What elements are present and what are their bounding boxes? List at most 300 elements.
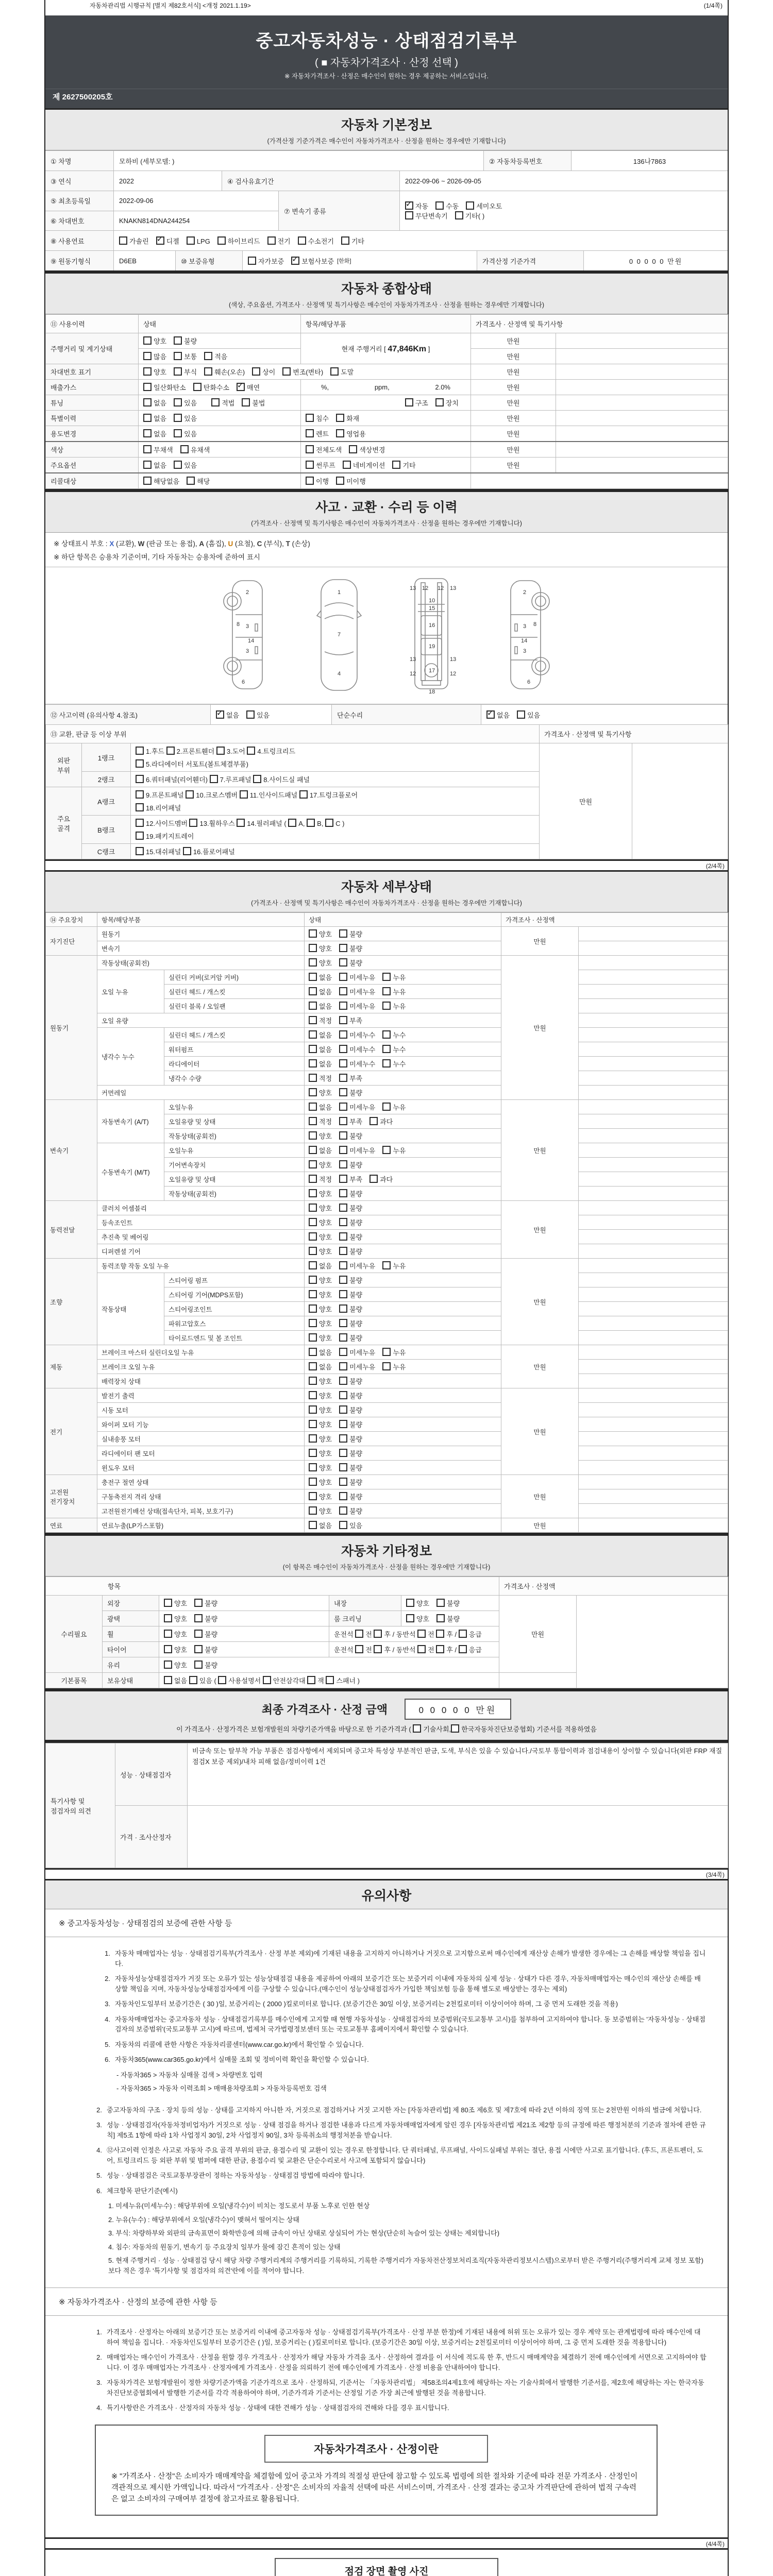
item-label: 오일 유량 [97, 1013, 305, 1028]
section-title: 자동차 세부상태 [341, 880, 432, 894]
check-option: 전기 [267, 236, 291, 246]
svg-text:2: 2 [246, 589, 249, 596]
check-option: 없음 [309, 1104, 332, 1111]
remark-cell [579, 1143, 728, 1158]
checkbox-icon [252, 367, 260, 376]
checkbox-icon [174, 367, 182, 376]
notice-header-a: ※ 중고자동차성능 · 상태점검의 보증에 관한 사항 등 [45, 1909, 728, 1937]
checkbox-icon [216, 747, 225, 755]
state-options [305, 1057, 501, 1071]
notice-item: 5. 성능 · 상태점검은 국토교통부장관이 정하는 자동차성능 · 상태점검 방법에 따라야 합니다. [96, 2172, 365, 2179]
notice-subitem: - 자동차365 > 자동차 실매물 검색 > 차량번호 입력 [116, 2071, 263, 2079]
svg-text:4: 4 [338, 671, 341, 677]
field-label: ⑩ 보증유형 [175, 251, 242, 270]
checkbox-icon [309, 1449, 317, 1457]
price-cell: 만원 [501, 1345, 579, 1388]
checkbox-icon [174, 461, 182, 469]
check-option: ✓자동 [405, 202, 428, 210]
notice-item: 2. 중고자동차의 구조 · 장치 등의 성능 · 상태를 고지하지 아니한 자, 거짓으로 점검하거나 거짓 고지한 자는 [자동차관리법] 제 80조 제6호 및 제7호에 따라 2년 이하의 징역 또는 2천만원 이하의 벌금에 처합니다. [96, 2106, 702, 2114]
table-row: 주행거리 및 계기상태 양호 불량 현재 주행거리 [ 47,846Km ] 만원 [46, 333, 728, 349]
checkbox-icon [309, 1333, 317, 1342]
checkbox-icon [309, 958, 317, 967]
checkbox-icon [339, 1059, 347, 1067]
notice-item: 2. 자동차성능상태점검자가 거짓 또는 오류가 있는 성능상태점검 내용을 제공하여 아래의 보증기간 또는 보증거리 이내에 자동차의 실제 성능 · 상태가 다른 경우, 자동차매매업자는 매수인의 재산상 손해를 배상할 책임을 지며, 자동차성능상태점검자에게 이를 구상할 수 있습니다.(매수인이 성능상태점검자가 가입한 책임보험 등을 통해 별도로 배상받는 경우는 제외) [105, 1975, 701, 1993]
svg-text:17: 17 [429, 668, 435, 674]
detail-row [46, 927, 728, 941]
checkbox-icon [309, 1405, 317, 1414]
check-option: 영업용 [336, 430, 366, 438]
check-option: 불법 [242, 399, 265, 407]
remark-cell [579, 1244, 728, 1259]
item-label: 와이퍼 모터 기능 [97, 1417, 305, 1432]
svg-text:1: 1 [338, 589, 341, 596]
item-label: 오일누유 [164, 1143, 305, 1158]
remark-cell [579, 1187, 728, 1201]
checkbox-icon [355, 1630, 363, 1638]
checked-checkbox-icon [291, 257, 299, 265]
check-option: 불량 [339, 1320, 362, 1328]
check-option: 양호 [309, 1089, 332, 1097]
item-label: 타이로드엔드 및 볼 조인트 [164, 1331, 305, 1345]
notice-subitem: 1. 미세누유(미세누수) : 해당부위에 오일(냉각수)이 비치는 정도로서 부품 노후로 인한 현상 [108, 2202, 370, 2210]
notice-item: 4. 특기사항란은 가격조사 · 산정자의 자동차 성능 · 상태에 대한 견해가 성능 · 상태점검자의 견해와 다를 경우 표시합니다. [96, 2404, 449, 2412]
remark-cell [579, 1360, 728, 1374]
checkbox-icon [309, 1463, 317, 1471]
checkbox-icon [339, 1521, 347, 1529]
checkbox-icon [406, 1614, 414, 1622]
checked-checkbox-icon [486, 710, 495, 719]
section-title: 사고 · 교환 · 수리 등 이력 [315, 500, 458, 515]
notice-item: 3. 자동차인도일부터 보증기간은 ( 30 )일, 보증거리는 ( 2000 )킬로미터로 합니다. (보증기간은 30일 이상, 보증거리는 2천킬로미터 이상이어야 하며, 그 중 먼저 도래한 것을 적용) [105, 2000, 618, 2008]
final-price-title: 최종 가격조사 · 산정 금액 [261, 1703, 388, 1716]
detail-row [46, 1475, 728, 1489]
check-option: 이행 [306, 478, 329, 485]
final-price-amount: 0 0 0 0 0 만원 [405, 1699, 512, 1720]
check-option: 유채색 [180, 446, 210, 454]
checkbox-icon [180, 445, 189, 453]
checkbox-icon [339, 1131, 347, 1140]
checkbox-icon [339, 1478, 347, 1486]
item-label: 커먼레일 [97, 1086, 305, 1100]
state-options [305, 1042, 501, 1057]
checkbox-icon [336, 429, 344, 437]
table-row: B랭크 12.사이드멤버 13.휠하우스 14.필러패널 ( A, B, C ) 19.패키지트레이 [46, 816, 728, 844]
notice-item: 4. 자동차매매업자는 중고자동차 성능 · 상태점검기록부를 매수인에게 고지할 때 현행 자동차성능 · 상태점검자의 보증범위(국토교통부 고시)를 첨부하여 고지하여야 합니다. 동 보증범위는 '자동차성능 · 상태점검자의 보증범위'(국토교통부 고시)에 따르며, 법제처 국가법령정보센터 또는 국토교통부 홈페이지에서 확인할 수 있습니다. [105, 2015, 705, 2033]
checkbox-icon [339, 1261, 347, 1269]
remark-cell [579, 1114, 728, 1129]
checkbox-icon [309, 1074, 317, 1082]
check-option: 적정 [309, 1118, 332, 1126]
document-number: 제 2627500205호 [45, 89, 728, 105]
state-options [305, 1259, 501, 1273]
checkbox-icon [298, 236, 306, 245]
detail-row [46, 1360, 728, 1374]
remark-cell [579, 1475, 728, 1489]
item-label: 작동상태(공회전) [164, 1187, 305, 1201]
table-row: 수리필요 외장 양호 불량 내장 양호 불량 만원 [46, 1596, 728, 1611]
remark-cell [579, 1518, 728, 1533]
check-option: 수소전기 [298, 236, 334, 246]
svg-text:15: 15 [429, 605, 435, 612]
checkbox-icon [309, 1304, 317, 1313]
check-option: 침수 [306, 415, 329, 422]
remark-cell [579, 1215, 728, 1230]
remark-cell [579, 1432, 728, 1446]
checkbox-icon [309, 1506, 317, 1515]
svg-text:12: 12 [450, 671, 457, 677]
item-label: 스티어링 기어(MDPS포함) [164, 1287, 305, 1302]
document-note: ※ 자동차가격조사 · 산정은 매수인이 원하는 경우 제공하는 서비스입니다. [284, 73, 489, 80]
svg-text:6: 6 [527, 679, 531, 685]
inspection-photos-section [45, 2548, 728, 2576]
check-option: 불량 [339, 1306, 362, 1313]
check-option: 미세누수 [339, 1060, 375, 1068]
svg-text:13: 13 [410, 585, 416, 591]
checkbox-icon [306, 429, 314, 437]
check-option: 누유 [382, 1147, 406, 1155]
checkbox-icon [143, 461, 152, 469]
check-option: 적정 [309, 1017, 332, 1025]
state-options [305, 1360, 501, 1374]
svg-text:3: 3 [246, 648, 249, 654]
detail-status-section [45, 870, 728, 1534]
checkbox-icon [436, 1630, 444, 1638]
check-option: 양호 [164, 1631, 187, 1638]
table-row: 가격 · 조사산정자 [46, 1806, 728, 1868]
check-option: 누수 [382, 1060, 406, 1068]
checkbox-icon [136, 847, 144, 855]
checkbox-icon [339, 1348, 347, 1356]
checkbox-icon [451, 1724, 459, 1733]
checkbox-icon [309, 944, 317, 952]
check-option: 하이브리드 [217, 236, 260, 246]
item-label: 변속기 [97, 941, 305, 956]
state-options [305, 1518, 501, 1533]
status-code: A [199, 540, 205, 548]
check-option: 양호 [309, 1320, 332, 1328]
check-option: 양호 [309, 945, 332, 953]
svg-text:16: 16 [429, 622, 435, 629]
check-option: 불량 [339, 1132, 362, 1140]
table-row: 용도변경 없음 있음 렌트 영업용 만원 [46, 426, 728, 442]
checkbox-icon [309, 1016, 317, 1024]
checkbox-icon [339, 1276, 347, 1284]
status-code: X [109, 540, 114, 548]
detail-row [46, 1201, 728, 1215]
state-options [305, 1143, 501, 1158]
notice-item: 1. 자동차 매매업자는 성능 · 상태점검기록부(가격조사 · 산정 부분 제외)에 기재된 내용을 고지하지 아니하거나 거짓으로 고지함으로써 매수인에게 재산상 손해가 발생한 경우에는 그 손해를 배상할 책임을 집니다. [105, 1950, 706, 1968]
checkbox-icon [174, 336, 182, 345]
field-label: ⑨ 원동기형식 [45, 251, 113, 270]
check-option: LPG [187, 236, 210, 245]
field-value: D6EB [113, 251, 175, 270]
device-group-label: 변속기 [46, 1100, 97, 1201]
check-option: 미세누유 [339, 1363, 375, 1371]
detail-row [46, 1086, 728, 1100]
check-option: 양호 [309, 1306, 332, 1313]
item-label: 실린더 블록 / 오일팬 [164, 999, 305, 1013]
check-option: 없음 [143, 462, 166, 469]
vin-value: KNAKN814DNA244254 [114, 211, 278, 231]
check-option: 부족 [339, 1118, 362, 1126]
checkbox-icon [309, 1434, 317, 1443]
check-option: 양호 [309, 1435, 332, 1443]
check-option: 색상변경 [349, 446, 385, 454]
checkbox-icon [413, 1724, 421, 1733]
checkbox-icon [306, 461, 314, 469]
notice-list-a [99, 1948, 707, 2094]
check-option: 미세누유 [339, 1147, 375, 1155]
check-option: ✓ 없음 [486, 710, 510, 720]
item-label: 등속조인트 [97, 1215, 305, 1230]
checkbox-icon [339, 1204, 347, 1212]
status-code: T [285, 540, 290, 548]
page-marker-2: (2/4쪽) [705, 862, 725, 870]
item-label: 동력조향 작동 오일 누유 [97, 1259, 305, 1273]
checkbox-icon [339, 1420, 347, 1428]
check-option: 불량 [339, 1392, 362, 1400]
check-option: 없음 [309, 1147, 332, 1155]
check-option: 없음 [309, 1363, 332, 1371]
checkbox-icon [194, 1645, 203, 1653]
checkbox-icon [406, 1599, 414, 1607]
state-options [305, 1475, 501, 1489]
remark-cell [579, 1403, 728, 1417]
remark-cell [579, 1345, 728, 1360]
check-option: 불량 [339, 945, 362, 953]
appraiser-opinion-text [188, 1806, 728, 1868]
svg-text:13: 13 [450, 585, 457, 591]
table-row: 특기사항 및 점검자의 의견 성능 · 상태점검자 비금속 또는 탈부착 가능 부품은 점검사항에서 제외되며 중고차 특성상 부분적인 판금, 도색, 부식은 있을 수 있습니다./국토부 통합이력과 점검내용이 상이할 수 있습니다(외판 FRP 재질 점검X 보증 제외)/내차 피해 없음/정비이력 1건 [46, 1743, 728, 1806]
notice-item: 1. 가격조사 · 산정자는 아래의 보증기간 또는 보증거리 이내에 중고자동차 성능 · 상태점검기록부(가격조사 · 산정 부분 한정)에 기재된 내용에 허위 또는 오류가 있는 경우 계약 또는 관계법령에 따라 매수인에 대하여 책임을 집니다. · 자동차인도일부터 보증기간은 ( )일, 보증거리는 ( )킬로미터로 합니다. (보증기간은 30일 이상, 보증거리는 2천킬로미터 이상이어야 하며, 그 중 먼저 도래한 것을 적용합니다) [96, 2328, 701, 2346]
checkbox-icon [309, 1276, 317, 1284]
checkbox-icon [164, 1645, 172, 1653]
remark-cell [579, 1071, 728, 1086]
checkbox-icon [325, 819, 333, 827]
item-subgroup-label: 수동변속기 (M/T) [97, 1143, 164, 1201]
checkbox-icon [382, 1146, 391, 1154]
check-option: 미세누유 [339, 974, 375, 981]
check-option: 불량 [436, 1615, 460, 1623]
device-group-label: 고전원 전기장치 [46, 1475, 97, 1518]
check-option: ✓ 없음 [216, 710, 239, 720]
remark-cell [579, 1316, 728, 1331]
check-option: 부족 [339, 1017, 362, 1025]
accident-history-row [45, 704, 728, 724]
final-price-section [45, 1690, 728, 1741]
checked-checkbox-icon [405, 201, 413, 210]
status-code: C [257, 540, 262, 548]
panel-rank-table [45, 724, 728, 859]
state-options [305, 1129, 501, 1143]
checkbox-icon [466, 201, 474, 210]
state-options [305, 1086, 501, 1100]
check-option: 있음 [174, 462, 197, 469]
checkbox-icon [309, 1377, 317, 1385]
check-option: 불량 [339, 1493, 362, 1501]
checkbox-icon [343, 461, 351, 469]
detail-row [46, 1345, 728, 1360]
base-price-value: 0 0 0 0 0 만원 [583, 251, 728, 270]
checkbox-icon [309, 1146, 317, 1154]
etc-info-section [45, 1534, 728, 1690]
remark-cell [579, 1172, 728, 1187]
table-row: 외판 부위 1랭크 1.후드 2.프론트휀더 3.도어 4.트렁크리드 5.라디에이터 서포트(볼트체결부품) 만원 [46, 743, 728, 772]
detail-row [46, 1403, 728, 1417]
check-option: 있음 [517, 710, 540, 720]
table-header-row: 항목 가격조사 · 산정액 [46, 1577, 728, 1596]
check-option: 불량 [339, 1190, 362, 1198]
detail-row [46, 1374, 728, 1388]
checkbox-icon [187, 477, 195, 485]
check-option: 불량 [339, 1161, 362, 1169]
notice-subitem: 4. 침수: 자동차의 원동기, 변속기 등 주요장치 일부가 물에 잠긴 흔적이 있는 상태 [108, 2243, 341, 2251]
svg-text:14: 14 [521, 638, 528, 644]
check-option: 미세누유 [339, 1104, 375, 1111]
detail-row [46, 1028, 728, 1042]
checkbox-icon [174, 398, 182, 406]
checkbox-icon [339, 1333, 347, 1342]
notice-item: 6. 체크항목 판단기준(예시) [96, 2187, 178, 2195]
check-option: 양호 [309, 1406, 332, 1414]
checkbox-icon [436, 1645, 444, 1653]
checkbox-icon [339, 944, 347, 952]
checkbox-icon [405, 211, 413, 219]
simple-repair-options [481, 705, 728, 724]
item-label: 충전구 절연 상태 [97, 1475, 305, 1489]
overall-status-section [45, 272, 728, 490]
field-value: 모하비 (세부모델: ) [113, 151, 483, 171]
check-option: 미세누유 [339, 1349, 375, 1357]
remark-cell [579, 1057, 728, 1071]
status-code-legend: ※ 상태표시 부호 : X (교환), W (판금 또는 용접), A (흠집), U (요철), C (부식), T (손상) [54, 540, 310, 548]
check-option: 없음 [309, 1031, 332, 1039]
price-cell: 만원 [501, 927, 579, 956]
check-option: 변조(변타) [282, 368, 323, 376]
check-option: 양호 [309, 959, 332, 967]
item-label: 연료누출(LP가스포함) [97, 1518, 305, 1533]
check-option: 상이 [252, 368, 275, 376]
checkbox-icon [339, 1189, 347, 1197]
detail-row [46, 1504, 728, 1518]
item-label: 브레이크 마스터 실린더오일 누유 [97, 1345, 305, 1360]
remark-cell [579, 1446, 728, 1461]
page-break [45, 2539, 728, 2548]
check-option: 불량 [339, 1205, 362, 1212]
device-group-label: 전기 [46, 1388, 97, 1475]
detail-status-table [45, 912, 728, 1533]
table-row: 광택 양호 불량 룸 크리닝 양호 불량 [46, 1611, 728, 1626]
state-options [305, 1504, 501, 1518]
check-option: 양호 [309, 1507, 332, 1515]
state-options [305, 1158, 501, 1172]
check-option: 불량 [194, 1662, 217, 1669]
remark-cell [579, 1302, 728, 1316]
checkbox-icon [459, 1645, 467, 1653]
checkbox-icon [339, 1377, 347, 1385]
check-option: 기타 [341, 236, 364, 246]
check-option: 양호 [406, 1600, 429, 1607]
check-option: 기타 [392, 462, 415, 469]
checkbox-icon [374, 1645, 382, 1653]
history-note: ※ 하단 항목은 승용차 기준이며, 기타 자동차는 승용차에 준하여 표시 [45, 549, 728, 567]
remark-cell [579, 1417, 728, 1432]
checkbox-icon [336, 477, 344, 485]
check-option: 누유 [382, 988, 406, 996]
table-row [45, 191, 728, 230]
check-option: 불량 [339, 1378, 362, 1385]
check-option: 불량 [339, 930, 362, 938]
price-cell: 만원 [501, 1201, 579, 1259]
checkbox-icon [309, 1521, 317, 1529]
table-row: 휠 양호 불량 운전석 전 후 / 동반석 전 후 / 응급 [46, 1626, 728, 1642]
item-label: 발전기 출력 [97, 1388, 305, 1403]
inspector-opinion-text: 비금속 또는 탈부착 가능 부품은 점검사항에서 제외되며 중고차 특성상 부분적인 판금, 도색, 부식은 있을 수 있습니다./국토부 통합이력과 점검내용이 상이할 수 있습니다(외판 FRP 재질 점검X 보증 제외)/내차 피해 없음/정비이력 1건 [188, 1743, 728, 1806]
svg-text:19: 19 [429, 643, 435, 650]
state-options [305, 1461, 501, 1475]
check-option: 적음 [204, 353, 227, 361]
check-option: 없음 [309, 1060, 332, 1068]
check-option: 양호 [309, 1334, 332, 1342]
notice-item: 5. 자동차의 리콜에 관한 사항은 자동차리콜센터(www.car.go.kr)에서 확인할 수 있습니다. [105, 2040, 364, 2048]
checkbox-icon [242, 398, 250, 406]
svg-text:12: 12 [438, 585, 444, 591]
state-options [305, 1345, 501, 1360]
item-label: 클러치 어셈블리 [97, 1201, 305, 1215]
checkbox-icon [240, 790, 248, 799]
svg-text:3: 3 [523, 648, 527, 654]
notice-subitem: 2. 누유(누수) : 해당부위에서 오일(냉각수)이 맺혀서 떨어지는 상태 [108, 2215, 300, 2224]
checkbox-icon [309, 1088, 317, 1096]
car-diagram-side-right [498, 574, 554, 696]
state-options [305, 1417, 501, 1432]
checkbox-icon [136, 747, 144, 755]
detail-row [46, 1432, 728, 1446]
etc-info-table [45, 1577, 728, 1688]
check-option: 해당없음 [143, 478, 179, 485]
detail-row [46, 1259, 728, 1273]
field-label: ⑧ 사용연료 [45, 231, 113, 250]
check-option: 네비게이션 [343, 462, 385, 469]
state-options [305, 1302, 501, 1316]
detail-row [46, 1100, 728, 1114]
checkbox-icon [436, 1614, 445, 1622]
detail-row [46, 1461, 728, 1475]
checkbox-icon [246, 710, 255, 719]
notice-subitem: 3. 부식: 차량하부와 외판의 금속표면이 화학반응에 의해 금속이 아닌 상태로 상실되어 가는 현상(단순히 녹슬어 있는 상태는 제외합니다) [108, 2229, 500, 2237]
checkbox-icon [455, 211, 463, 219]
check-option: 누수 [382, 1031, 406, 1039]
item-label: 라디에이터 팬 모터 [97, 1446, 305, 1461]
check-option: 양호 [143, 368, 166, 376]
checkbox-icon [194, 1660, 203, 1669]
svg-text:7: 7 [338, 632, 341, 638]
check-option: 많음 [143, 353, 166, 361]
check-option: 양호 [309, 930, 332, 938]
warranty-provider: [한화] [337, 258, 351, 264]
section-title: 자동차 종합상태 [341, 282, 432, 296]
state-options [305, 970, 501, 985]
table-row: 튜닝 없음 있음 적법 불법 구조 장치 만원 [46, 395, 728, 411]
check-option: 양호 [164, 1662, 187, 1669]
check-option: 누유 [382, 1104, 406, 1111]
check-option: 불량 [339, 1464, 362, 1472]
svg-text:2: 2 [523, 589, 527, 596]
svg-text:13: 13 [410, 656, 416, 663]
price-cell: 만원 [501, 1518, 579, 1533]
item-label: 냉각수 수량 [164, 1071, 305, 1086]
check-option: 미세누유 [339, 988, 375, 996]
